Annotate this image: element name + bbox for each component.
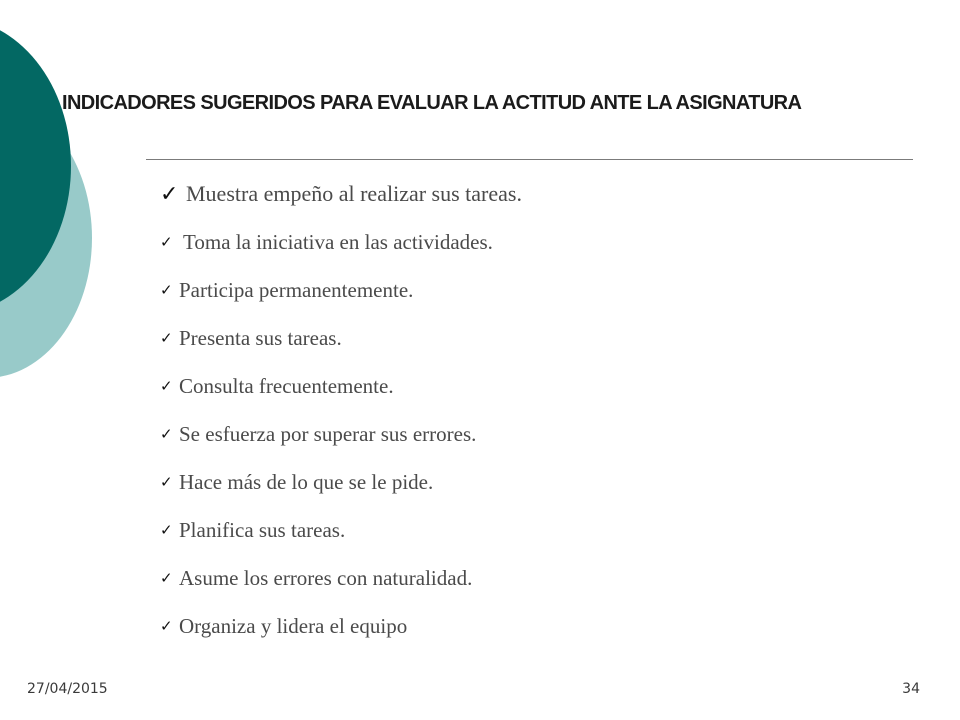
list-item-text: Muestra empeño al realizar sus tareas. — [186, 181, 522, 206]
list-item — [160, 554, 522, 602]
list-item-text: Se esfuerza por superar sus errores. — [179, 421, 477, 446]
checkmark-icon: ✓ — [160, 181, 179, 207]
list-item — [160, 602, 522, 650]
list-item — [160, 458, 522, 506]
list-item — [160, 506, 522, 554]
list-item — [160, 218, 522, 266]
page-number: 34 — [902, 681, 920, 697]
footer-date: 27/04/2015 — [27, 681, 108, 697]
checkmark-icon: ✓ — [160, 281, 173, 299]
list-item — [160, 362, 522, 410]
list-item-text: Toma la iniciativa en las actividades. — [183, 229, 493, 254]
checkmark-icon: ✓ — [160, 473, 173, 491]
checkmark-icon: ✓ — [160, 233, 173, 251]
list-item-text: Hace más de lo que se le pide. — [179, 469, 434, 494]
checkmark-icon: ✓ — [160, 425, 173, 443]
list-item — [160, 170, 522, 218]
checkmark-icon: ✓ — [160, 521, 173, 539]
list-item — [160, 314, 522, 362]
slide-title: INDICADORES SUGERIDOS PARA EVALUAR LA ACTITUD ANTE LA ASIGNATURA — [62, 92, 802, 114]
title-divider — [146, 159, 913, 160]
list-item — [160, 266, 522, 314]
checkmark-icon: ✓ — [160, 617, 173, 635]
list-item-text: Consulta frecuentemente. — [179, 373, 394, 398]
checkmark-icon: ✓ — [160, 569, 173, 587]
list-item-text: Organiza y lidera el equipo — [179, 613, 408, 638]
checkmark-icon: ✓ — [160, 377, 173, 395]
list-item-text: Asume los errores con naturalidad. — [179, 565, 473, 590]
indicator-list — [160, 170, 522, 650]
list-item-text: Participa permanentemente. — [179, 277, 414, 302]
list-item — [160, 410, 522, 458]
list-item-text: Planifica sus tareas. — [179, 517, 346, 542]
list-item-text: Presenta sus tareas. — [179, 325, 342, 350]
checkmark-icon: ✓ — [160, 329, 173, 347]
